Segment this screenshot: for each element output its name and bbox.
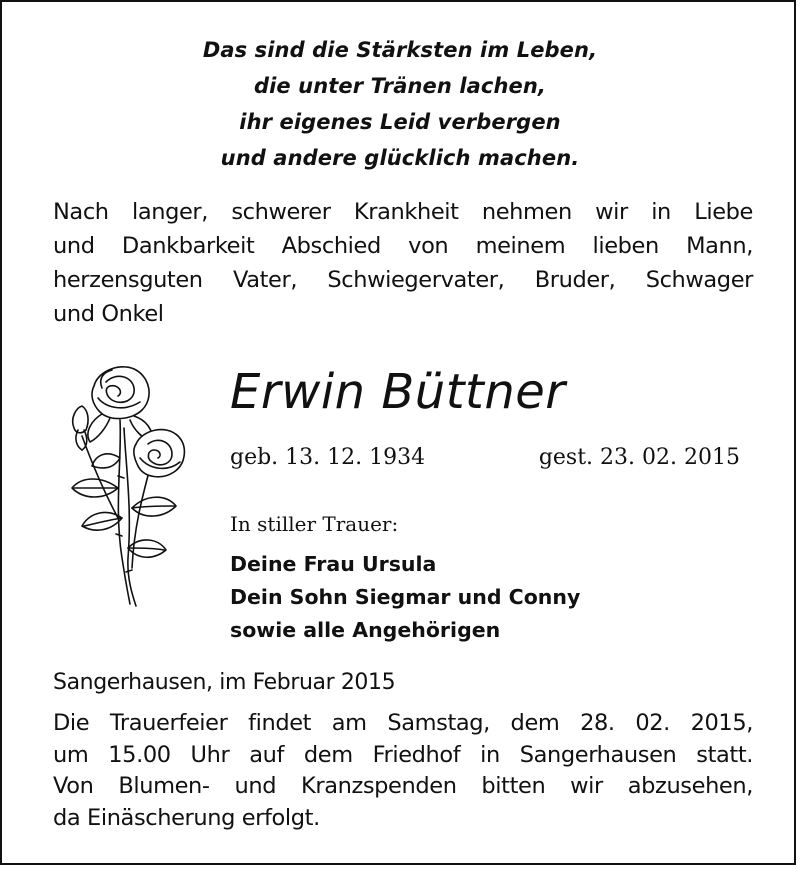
intro-line: und Dankbarkeit Abschied von meinem lieben Mann,	[53, 233, 753, 259]
funeral-line: um 15.00 Uhr auf dem Friedhof in Sangerhausen statt.	[53, 741, 753, 768]
mourner-line: Deine Frau Ursula	[230, 552, 437, 576]
intro-line: herzensguten Vater, Schwiegervater, Bruder, Schwager	[53, 267, 753, 293]
funeral-line: Von Blumen- und Kranzspenden bitten wir abzusehen,	[53, 773, 753, 799]
verse-line: die unter Tränen lachen,	[254, 74, 546, 98]
intro-line: Nach langer, schwerer Krankheit nehmen wir in Liebe	[53, 199, 753, 225]
mourning-label: In stiller Trauer:	[230, 512, 399, 536]
funeral-info	[53, 708, 753, 834]
verse-line: und andere glücklich machen.	[220, 146, 580, 170]
birth-date: geb. 13. 12. 1934	[230, 445, 426, 470]
mourners-list	[230, 548, 580, 647]
memorial-verse	[2, 32, 798, 176]
verse-line: Das sind die Stärksten im Leben,	[202, 38, 598, 62]
deceased-name: Erwin Büttner	[230, 364, 566, 420]
funeral-line: Die Trauerfeier findet am Samstag, dem 28. 02. 2015,	[53, 710, 753, 736]
intro-paragraph	[53, 195, 753, 331]
place-and-date: Sangerhausen, im Februar 2015	[53, 670, 396, 695]
death-date: gest. 23. 02. 2015	[538, 445, 740, 470]
verse-line: ihr eigenes Leid verbergen	[239, 110, 561, 134]
mourner-line: sowie alle Angehörigen	[230, 618, 501, 642]
rose-icon	[62, 358, 192, 608]
mourner-line: Dein Sohn Siegmar und Conny	[230, 585, 581, 609]
intro-line: und Onkel	[53, 301, 164, 327]
funeral-line: da Einäscherung erfolgt.	[53, 804, 320, 831]
